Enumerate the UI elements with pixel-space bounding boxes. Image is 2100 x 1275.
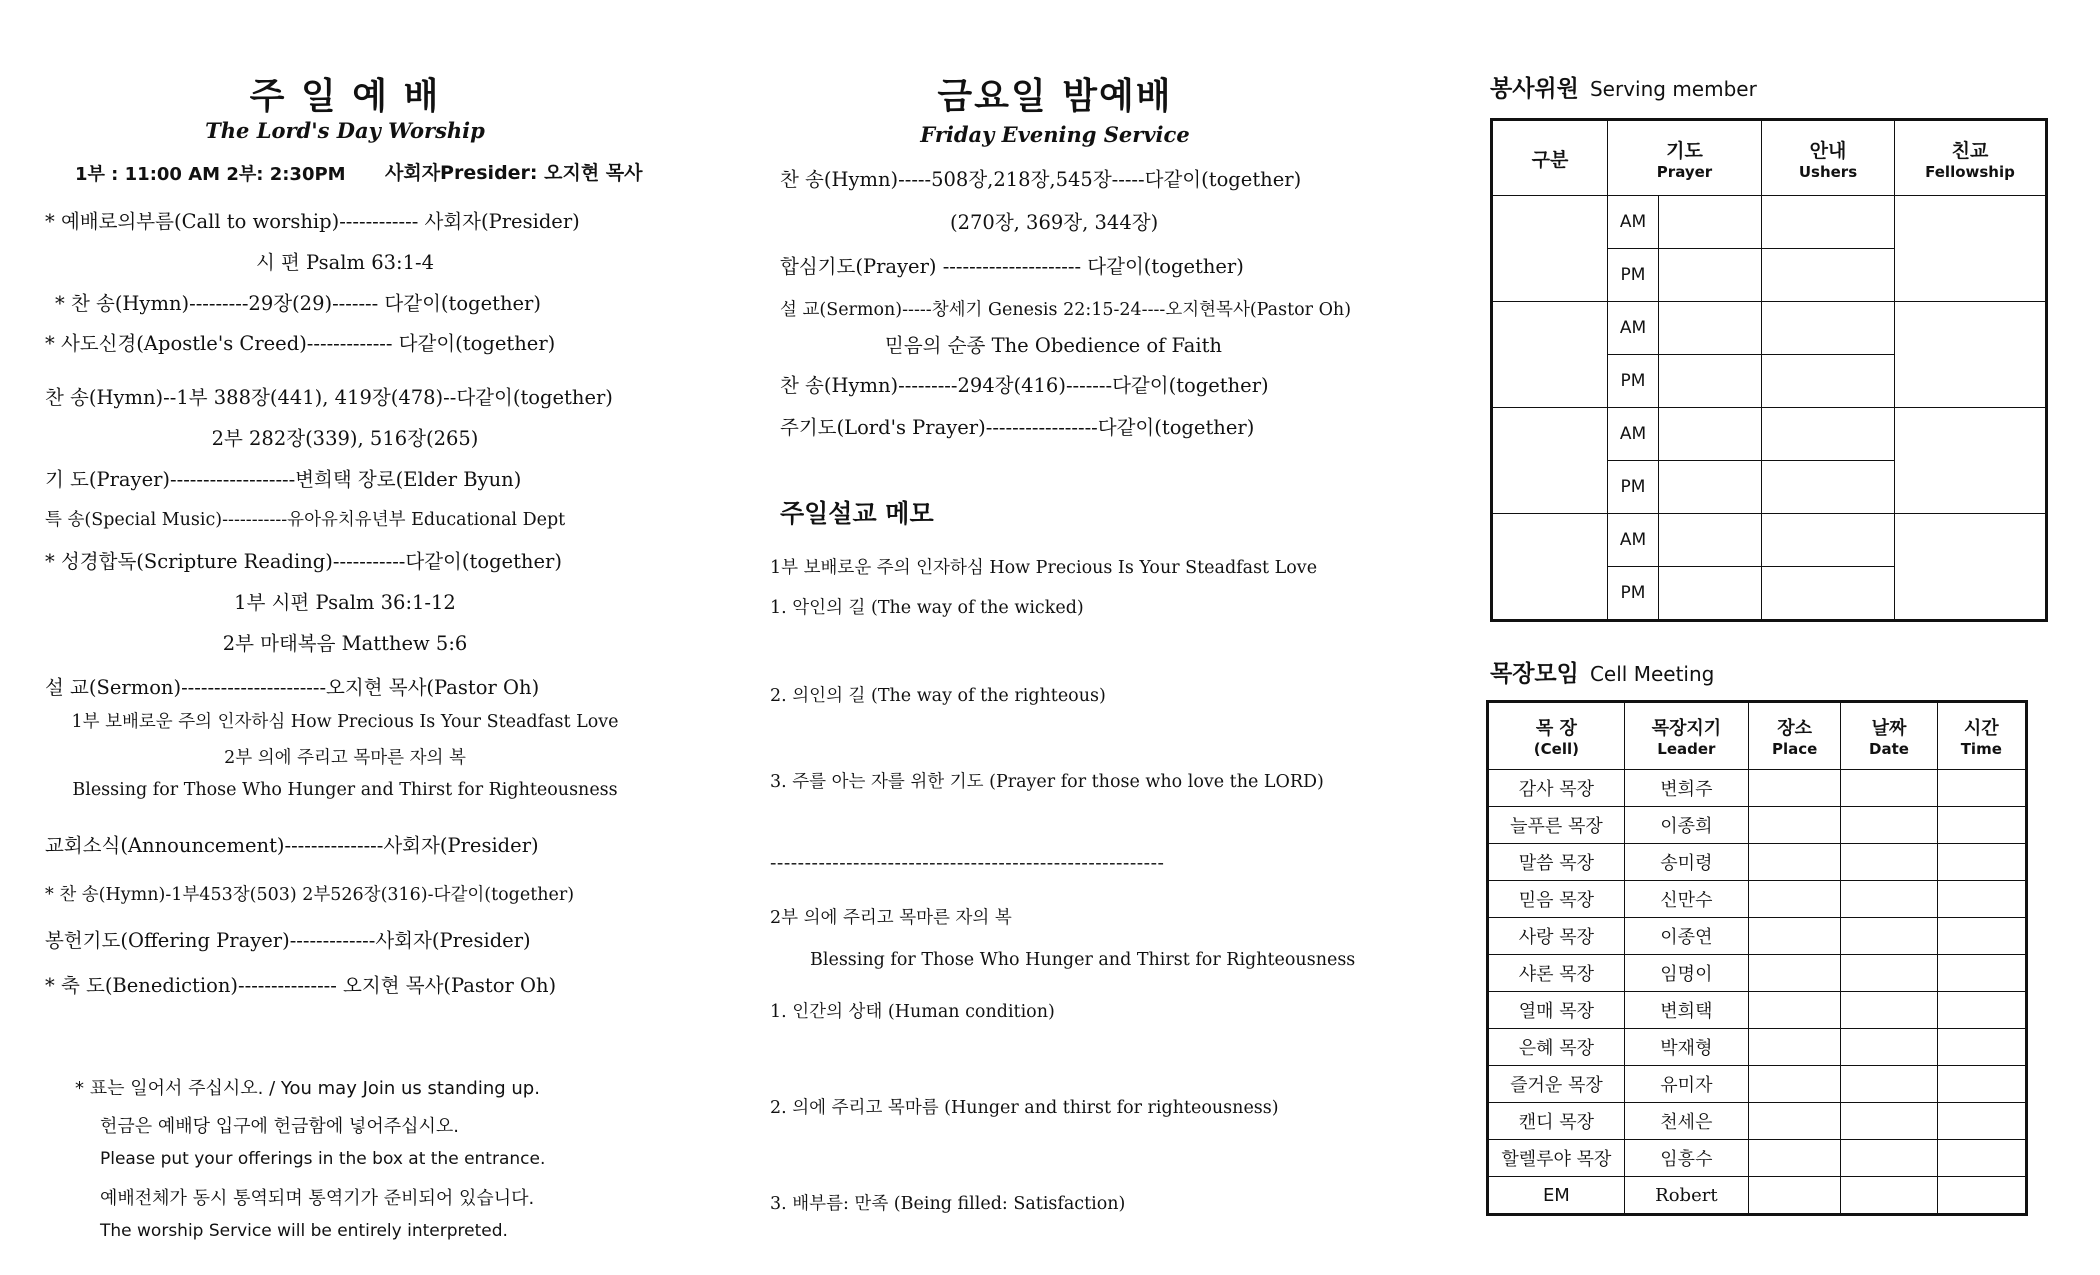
cell-meeting-title — [1490, 655, 1714, 688]
cell-time — [1937, 1103, 2026, 1140]
cell-name: 사랑 목장 — [1488, 918, 1625, 955]
friday-title-korean: 금요일 밤예배 — [937, 76, 1173, 117]
cell-name: 즐거운 목장 — [1488, 1066, 1625, 1103]
cell-date — [1841, 844, 1937, 881]
friday-title-english: Friday Evening Service — [920, 122, 1190, 147]
cell-place — [1748, 881, 1840, 918]
prayer-cell — [1659, 302, 1762, 355]
table-row — [1488, 955, 2027, 992]
cell-title-english: Cell Meeting — [1589, 662, 1715, 686]
cell-leader: 천세은 — [1624, 1103, 1748, 1140]
cell-name: 말씀 목장 — [1488, 844, 1625, 881]
memo-line: 2. 의에 주리고 목마름 (Hunger and thirst for righteousness) — [770, 1098, 1279, 1118]
category-cell — [1492, 408, 1608, 514]
table-row — [1488, 992, 2027, 1029]
prayer-cell — [1659, 249, 1762, 302]
cell-leader: Robert — [1624, 1177, 1748, 1215]
fellowship-cell — [1895, 302, 2047, 408]
memo-line: 1부 보배로운 주의 인자하심 How Precious Is Your Steadfast Love — [770, 558, 1318, 578]
order-item: 1부 시편 Psalm 36:1-12 — [234, 591, 456, 614]
order-item: * 사도신경(Apostle's Creed)------------- 다같이(together) — [45, 332, 556, 355]
cell-name: 믿음 목장 — [1488, 881, 1625, 918]
cell-place — [1748, 918, 1840, 955]
table-row — [1488, 1177, 2027, 1215]
cell-place — [1748, 770, 1840, 807]
cell-place — [1748, 1177, 1840, 1215]
sermon-memo-title: 주일설교 메모 — [780, 499, 934, 528]
cell-time — [1937, 918, 2026, 955]
note-standing: * 표는 일어서 주십시오. / You may Join us standing up. — [75, 1078, 540, 1099]
order-item: 설 교(Sermon)----------------------오지현 목사(Pastor Oh) — [45, 676, 540, 699]
memo-line: 2. 의인의 길 (The way of the righteous) — [770, 686, 1106, 706]
friday-item: 설 교(Sermon)-----창세기 Genesis 22:15-24----오지현목사(Pastor Oh) — [780, 300, 1352, 320]
cell-leader: 신만수 — [1624, 881, 1748, 918]
cell-leader: 변희택 — [1624, 992, 1748, 1029]
cell-time — [1937, 1140, 2026, 1177]
cell-name: 캔디 목장 — [1488, 1103, 1625, 1140]
header-fellowship: 친교 Fellowship — [1895, 120, 2047, 196]
presider-line: 사회자Presider: 오지현 목사 — [385, 162, 643, 184]
cell-place — [1748, 1029, 1840, 1066]
header-prayer: 기도 Prayer — [1608, 120, 1762, 196]
header-cell: 목 장 (Cell) — [1488, 702, 1625, 770]
pm-label: PM — [1608, 567, 1659, 621]
prayer-cell — [1659, 514, 1762, 567]
cell-time — [1937, 881, 2026, 918]
friday-item: 주기도(Lord's Prayer)-----------------다같이(together) — [780, 416, 1255, 439]
cell-date — [1841, 1066, 1937, 1103]
friday-item: 찬 송(Hymn)-----508장,218장,545장-----다같이(together) — [780, 168, 1302, 191]
cell-leader: 이종연 — [1624, 918, 1748, 955]
cell-time — [1937, 1066, 2026, 1103]
cell-place — [1748, 1066, 1840, 1103]
sermon-title: 1부 보배로운 주의 인자하심 How Precious Is Your Steadfast Love — [71, 712, 619, 732]
cell-date — [1841, 1177, 1937, 1215]
cell-name: EM — [1488, 1177, 1625, 1215]
header-place: 장소 Place — [1748, 702, 1840, 770]
am-label: AM — [1608, 196, 1659, 249]
table-row — [1488, 1103, 2027, 1140]
cell-leader: 송미령 — [1624, 844, 1748, 881]
cell-date — [1841, 992, 1937, 1029]
cell-name: 할렐루야 목장 — [1488, 1140, 1625, 1177]
cell-date — [1841, 1140, 1937, 1177]
ushers-cell — [1762, 302, 1895, 355]
prayer-cell — [1659, 196, 1762, 249]
header-date: 날짜 Date — [1841, 702, 1937, 770]
prayer-cell — [1659, 567, 1762, 621]
cell-time — [1937, 770, 2026, 807]
memo-divider: --------------------------------------------------------- — [770, 852, 1165, 874]
friday-item: 찬 송(Hymn)---------294장(416)-------다같이(together) — [780, 374, 1269, 397]
note-offering-en: Please put your offerings in the box at the entrance. — [100, 1149, 546, 1169]
memo-line: 2부 의에 주리고 목마른 자의 복 — [770, 908, 1012, 928]
order-item: 봉헌기도(Offering Prayer)-------------사회자(Presider) — [45, 929, 531, 952]
ushers-cell — [1762, 196, 1895, 249]
cell-name: 은혜 목장 — [1488, 1029, 1625, 1066]
order-item: * 예배로의부름(Call to worship)------------ 사회자(Presider) — [45, 210, 580, 233]
order-item: * 찬 송(Hymn)---------29장(29)------- 다같이(together) — [55, 292, 541, 315]
table-row — [1488, 918, 2027, 955]
serving-member-table — [1490, 118, 2048, 622]
order-item: 시 편 Psalm 63:1-4 — [255, 251, 434, 274]
fellowship-cell — [1895, 196, 2047, 302]
fellowship-cell — [1895, 408, 2047, 514]
order-item: 2부 마태복음 Matthew 5:6 — [222, 632, 468, 655]
cell-time — [1937, 955, 2026, 992]
ushers-cell — [1762, 567, 1895, 621]
cell-date — [1841, 918, 1937, 955]
order-item: * 찬 송(Hymn)-1부453장(503) 2부526장(316)-다같이(together) — [45, 885, 575, 905]
category-cell — [1492, 514, 1608, 621]
ushers-cell — [1762, 461, 1895, 514]
table-row — [1488, 770, 2027, 807]
table-row — [1488, 1029, 2027, 1066]
prayer-cell — [1659, 461, 1762, 514]
category-cell — [1492, 302, 1608, 408]
cell-title-korean: 목장모임 — [1490, 661, 1579, 687]
serving-member-title — [1490, 70, 1757, 103]
serving-title-english: Serving member — [1589, 77, 1757, 101]
cell-date — [1841, 807, 1937, 844]
sunday-title-korean: 주 일 예 배 — [249, 76, 441, 117]
order-item: 교회소식(Announcement)---------------사회자(Presider) — [45, 834, 539, 857]
note-interpretation-ko: 예배전체가 동시 통역되며 통역기가 준비되어 있습니다. — [100, 1188, 535, 1209]
order-item: 특 송(Special Music)-----------유아유치유년부 Educational Dept — [45, 510, 566, 530]
cell-time — [1937, 992, 2026, 1029]
ushers-cell — [1762, 355, 1895, 408]
cell-name: 샤론 목장 — [1488, 955, 1625, 992]
cell-leader: 유미자 — [1624, 1066, 1748, 1103]
cell-leader: 임흥수 — [1624, 1140, 1748, 1177]
service-times: 1부 : 11:00 AM 2부: 2:30PM — [75, 164, 346, 185]
am-label: AM — [1608, 408, 1659, 461]
cell-name: 열매 목장 — [1488, 992, 1625, 1029]
cell-name: 감사 목장 — [1488, 770, 1625, 807]
cell-date — [1841, 770, 1937, 807]
pm-label: PM — [1608, 249, 1659, 302]
memo-line: 3. 주를 아는 자를 위한 기도 (Prayer for those who love the LORD) — [770, 772, 1324, 792]
cell-leader: 이종희 — [1624, 807, 1748, 844]
cell-place — [1748, 1103, 1840, 1140]
header-ushers: 안내 Ushers — [1762, 120, 1895, 196]
sermon-title: Blessing for Those Who Hunger and Thirst for Righteousness — [72, 780, 618, 800]
fellowship-cell — [1895, 514, 2047, 621]
memo-line: 1. 악인의 길 (The way of the wicked) — [770, 598, 1084, 618]
table-row — [1488, 807, 2027, 844]
note-interpretation-en: The worship Service will be entirely interpreted. — [100, 1221, 508, 1241]
sermon-title: 2부 의에 주리고 목마른 자의 복 — [224, 748, 466, 768]
cell-leader: 임명이 — [1624, 955, 1748, 992]
cell-leader: 변희주 — [1624, 770, 1748, 807]
ushers-cell — [1762, 408, 1895, 461]
cell-date — [1841, 955, 1937, 992]
order-item: * 성경합독(Scripture Reading)-----------다같이(together) — [45, 550, 562, 573]
order-item: 2부 282장(339), 516장(265) — [211, 427, 479, 450]
table-row — [1488, 1066, 2027, 1103]
cell-place — [1748, 844, 1840, 881]
table-row — [1488, 844, 2027, 881]
table-row — [1488, 1140, 2027, 1177]
table-row — [1488, 881, 2027, 918]
am-label: AM — [1608, 514, 1659, 567]
am-label: AM — [1608, 302, 1659, 355]
ushers-cell — [1762, 249, 1895, 302]
ushers-cell — [1762, 514, 1895, 567]
header-time: 시간 Time — [1937, 702, 2026, 770]
header-category: 구분 — [1492, 120, 1608, 196]
pm-label: PM — [1608, 461, 1659, 514]
cell-time — [1937, 807, 2026, 844]
sunday-title-english: The Lord's Day Worship — [205, 118, 485, 143]
cell-name: 늘푸른 목장 — [1488, 807, 1625, 844]
cell-date — [1841, 1029, 1937, 1066]
cell-place — [1748, 807, 1840, 844]
order-item: 기 도(Prayer)-------------------변희택 장로(Elder Byun) — [45, 468, 522, 491]
cell-time — [1937, 1029, 2026, 1066]
prayer-cell — [1659, 355, 1762, 408]
order-item: * 축 도(Benediction)--------------- 오지현 목사(Pastor Oh) — [45, 974, 557, 997]
serving-title-korean: 봉사위원 — [1490, 76, 1579, 102]
friday-sermon-title: 믿음의 순종 The Obedience of Faith — [885, 334, 1222, 357]
cell-date — [1841, 1103, 1937, 1140]
friday-item: (270장, 369장, 344장) — [950, 211, 1159, 234]
note-offering-ko: 헌금은 예배당 입구에 헌금함에 넣어주십시오. — [100, 1116, 459, 1137]
cell-date — [1841, 881, 1937, 918]
cell-meeting-table — [1486, 700, 2028, 1216]
memo-line: 3. 배부름: 만족 (Being filled: Satisfaction) — [770, 1194, 1126, 1214]
category-cell — [1492, 196, 1608, 302]
memo-line: Blessing for Those Who Hunger and Thirst for Righteousness — [810, 950, 1356, 970]
pm-label: PM — [1608, 355, 1659, 408]
cell-time — [1937, 844, 2026, 881]
prayer-cell — [1659, 408, 1762, 461]
friday-item: 합심기도(Prayer) --------------------- 다같이(together) — [780, 255, 1244, 278]
memo-line: 1. 인간의 상태 (Human condition) — [770, 1002, 1055, 1022]
cell-place — [1748, 955, 1840, 992]
order-item: 찬 송(Hymn)--1부 388장(441), 419장(478)--다같이(together) — [45, 386, 613, 409]
cell-place — [1748, 1140, 1840, 1177]
header-leader: 목장지기 Leader — [1624, 702, 1748, 770]
cell-time — [1937, 1177, 2026, 1215]
cell-place — [1748, 992, 1840, 1029]
cell-leader: 박재형 — [1624, 1029, 1748, 1066]
